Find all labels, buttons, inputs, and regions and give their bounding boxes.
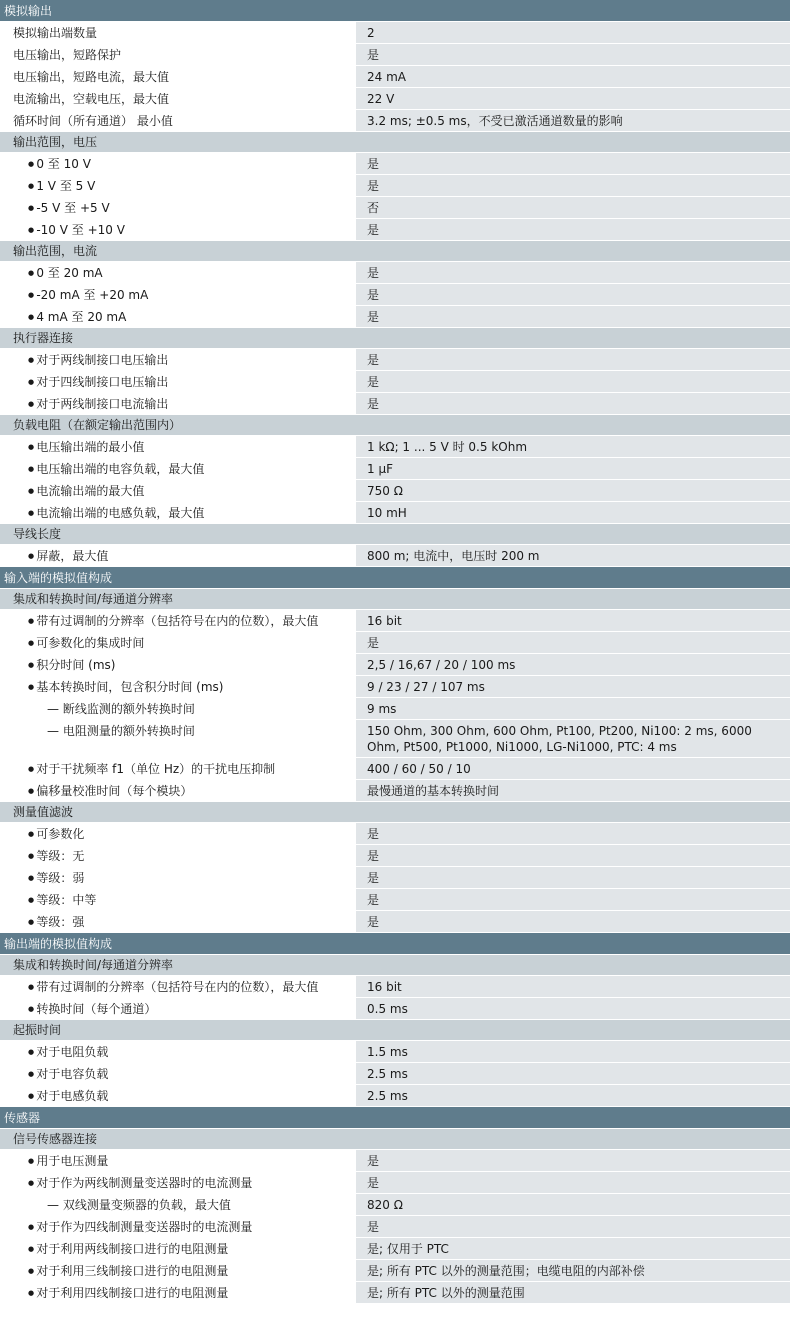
spec-row	[0, 480, 790, 502]
spec-row	[0, 911, 790, 933]
spec-row	[0, 153, 790, 175]
spec-label: ● 电流输出端的电感负载，最大值	[0, 502, 356, 523]
spec-row	[0, 976, 790, 998]
spec-row	[0, 284, 790, 306]
spec-label: ● 积分时间 (ms)	[0, 654, 356, 675]
spec-value: 是	[356, 284, 790, 305]
spec-label: 电压输出，短路保护	[0, 44, 356, 65]
spec-label: ● 电流输出端的最大值	[0, 480, 356, 501]
group-header: 输出范围，电压	[0, 132, 790, 153]
spec-row	[0, 823, 790, 845]
spec-value: 是	[356, 44, 790, 65]
spec-value: 22 V	[356, 88, 790, 109]
spec-row	[0, 197, 790, 219]
spec-label: ● 4 mA 至 20 mA	[0, 306, 356, 327]
spec-row	[0, 676, 790, 698]
spec-row	[0, 1260, 790, 1282]
spec-value: 是	[356, 349, 790, 370]
spec-value: 400 / 60 / 50 / 10	[356, 758, 790, 779]
spec-label: ● 对于利用两线制接口进行的电阻测量	[0, 1238, 356, 1259]
spec-label: 电流输出，空载电压，最大值	[0, 88, 356, 109]
spec-row	[0, 998, 790, 1020]
spec-value: 1.5 ms	[356, 1041, 790, 1062]
section-header: 输入端的模拟值构成	[0, 567, 790, 589]
section-header: 传感器	[0, 1107, 790, 1129]
spec-row	[0, 720, 790, 758]
spec-label: ● 等级：无	[0, 845, 356, 866]
spec-value: 是	[356, 1172, 790, 1193]
spec-value: 是	[356, 889, 790, 910]
spec-label: ● 基本转换时间，包含积分时间 (ms)	[0, 676, 356, 697]
spec-label: ● 屏蔽，最大值	[0, 545, 356, 566]
spec-label: ● 偏移量校准时间（每个模块）	[0, 780, 356, 801]
spec-row	[0, 349, 790, 371]
spec-value: 是; 所有 PTC 以外的测量范围	[356, 1282, 790, 1303]
spec-label: ● 带有过调制的分辨率（包括符号在内的位数），最大值	[0, 610, 356, 631]
spec-label: ● 对于电容负载	[0, 1063, 356, 1084]
spec-row	[0, 219, 790, 241]
spec-row	[0, 758, 790, 780]
spec-row	[0, 436, 790, 458]
spec-value: 是	[356, 823, 790, 844]
spec-value: 2,5 / 16,67 / 20 / 100 ms	[356, 654, 790, 675]
spec-row	[0, 867, 790, 889]
spec-row	[0, 458, 790, 480]
group-header: 导线长度	[0, 524, 790, 545]
spec-row	[0, 306, 790, 328]
spec-label: ● 对于干扰频率 f1（单位 Hz）的干扰电压抑制	[0, 758, 356, 779]
spec-label: 电压输出，短路电流，最大值	[0, 66, 356, 87]
spec-label: ● 可参数化的集成时间	[0, 632, 356, 653]
spec-label: ● 1 V 至 5 V	[0, 175, 356, 196]
spec-label: ● 等级：强	[0, 911, 356, 932]
spec-label: — 电阻测量的额外转换时间	[0, 720, 356, 757]
spec-value: 是	[356, 153, 790, 174]
spec-value: 9 / 23 / 27 / 107 ms	[356, 676, 790, 697]
spec-label: 模拟输出端数量	[0, 22, 356, 43]
spec-value: 是	[356, 632, 790, 653]
spec-value: 1 μF	[356, 458, 790, 479]
spec-row	[0, 1194, 790, 1216]
spec-label: ● -20 mA 至 +20 mA	[0, 284, 356, 305]
spec-label: ● 对于两线制接口电压输出	[0, 349, 356, 370]
spec-value: 是	[356, 867, 790, 888]
group-header: 集成和转换时间/每通道分辨率	[0, 589, 790, 610]
spec-label: — 双线测量变频器的负载，最大值	[0, 1194, 356, 1215]
spec-row	[0, 1216, 790, 1238]
spec-value: 是	[356, 845, 790, 866]
spec-value: 150 Ohm, 300 Ohm, 600 Ohm, Pt100, Pt200, Ni100: 2 ms, 6000 Ohm, Pt500, Pt1000, Ni1000, LG-Ni1000, PTC: 4 ms	[356, 720, 790, 757]
spec-row	[0, 889, 790, 911]
spec-label: ● 对于两线制接口电流输出	[0, 393, 356, 414]
spec-value: 是	[356, 1150, 790, 1171]
group-header: 测量值滤波	[0, 802, 790, 823]
spec-label: ● -10 V 至 +10 V	[0, 219, 356, 240]
spec-row	[0, 545, 790, 567]
spec-value: 3.2 ms; ±0.5 ms，不受已激活通道数量的影响	[356, 110, 790, 131]
spec-row	[0, 1282, 790, 1304]
spec-label: ● 对于电感负载	[0, 1085, 356, 1106]
spec-row	[0, 44, 790, 66]
spec-row	[0, 654, 790, 676]
spec-value: 2	[356, 22, 790, 43]
spec-value: 否	[356, 197, 790, 218]
spec-row	[0, 1041, 790, 1063]
spec-value: 1 kΩ; 1 ... 5 V 时 0.5 kOhm	[356, 436, 790, 457]
spec-value: 最慢通道的基本转换时间	[356, 780, 790, 801]
spec-row	[0, 66, 790, 88]
spec-value: 750 Ω	[356, 480, 790, 501]
spec-value: 2.5 ms	[356, 1085, 790, 1106]
spec-row	[0, 1063, 790, 1085]
group-header: 信号传感器连接	[0, 1129, 790, 1150]
spec-row	[0, 175, 790, 197]
spec-row	[0, 845, 790, 867]
spec-row	[0, 698, 790, 720]
section-header: 输出端的模拟值构成	[0, 933, 790, 955]
spec-row	[0, 110, 790, 132]
spec-row	[0, 502, 790, 524]
spec-value: 是	[356, 262, 790, 283]
group-header: 起振时间	[0, 1020, 790, 1041]
spec-label: ● 等级：中等	[0, 889, 356, 910]
group-header: 执行器连接	[0, 328, 790, 349]
spec-row	[0, 1238, 790, 1260]
spec-value: 是	[356, 219, 790, 240]
spec-row	[0, 1172, 790, 1194]
spec-label: ● 对于作为两线制测量变送器时的电流测量	[0, 1172, 356, 1193]
spec-label: ● 0 至 20 mA	[0, 262, 356, 283]
spec-row	[0, 780, 790, 802]
spec-value: 是; 仅用于 PTC	[356, 1238, 790, 1259]
spec-label: ● 对于电阻负载	[0, 1041, 356, 1062]
spec-value: 10 mH	[356, 502, 790, 523]
spec-value: 是	[356, 911, 790, 932]
spec-label: ● 对于利用三线制接口进行的电阻测量	[0, 1260, 356, 1281]
spec-value: 是	[356, 175, 790, 196]
group-header: 集成和转换时间/每通道分辨率	[0, 955, 790, 976]
spec-value: 是	[356, 371, 790, 392]
spec-value: 16 bit	[356, 976, 790, 997]
spec-value: 9 ms	[356, 698, 790, 719]
spec-label: ● 电压输出端的电容负载，最大值	[0, 458, 356, 479]
spec-label: — 断线监测的额外转换时间	[0, 698, 356, 719]
spec-label: ● 等级：弱	[0, 867, 356, 888]
spec-row	[0, 610, 790, 632]
spec-value: 2.5 ms	[356, 1063, 790, 1084]
spec-value: 是	[356, 1216, 790, 1237]
spec-label: ● 对于四线制接口电压输出	[0, 371, 356, 392]
spec-label: ● 转换时间（每个通道）	[0, 998, 356, 1019]
spec-row	[0, 1150, 790, 1172]
spec-value: 820 Ω	[356, 1194, 790, 1215]
spec-value: 0.5 ms	[356, 998, 790, 1019]
spec-value: 是	[356, 306, 790, 327]
spec-label: ● 0 至 10 V	[0, 153, 356, 174]
spec-row	[0, 1085, 790, 1107]
spec-row	[0, 371, 790, 393]
spec-value: 800 m; 电流中，电压时 200 m	[356, 545, 790, 566]
spec-row	[0, 632, 790, 654]
group-header: 输出范围，电流	[0, 241, 790, 262]
spec-label: ● 对于利用四线制接口进行的电阻测量	[0, 1282, 356, 1303]
spec-value: 24 mA	[356, 66, 790, 87]
group-header: 负载电阻（在额定输出范围内）	[0, 415, 790, 436]
spec-label: ● 电压输出端的最小值	[0, 436, 356, 457]
spec-value: 是; 所有 PTC 以外的测量范围；电缆电阻的内部补偿	[356, 1260, 790, 1281]
spec-label: ● 对于作为四线制测量变送器时的电流测量	[0, 1216, 356, 1237]
section-header: 模拟输出	[0, 0, 790, 22]
spec-row	[0, 393, 790, 415]
spec-label: ● 可参数化	[0, 823, 356, 844]
spec-label: ● -5 V 至 +5 V	[0, 197, 356, 218]
spec-row	[0, 88, 790, 110]
spec-label: ● 用于电压测量	[0, 1150, 356, 1171]
spec-label: ● 带有过调制的分辨率（包括符号在内的位数），最大值	[0, 976, 356, 997]
spec-label: 循环时间（所有通道） 最小值	[0, 110, 356, 131]
spec-value: 是	[356, 393, 790, 414]
spec-value: 16 bit	[356, 610, 790, 631]
spec-row	[0, 22, 790, 44]
spec-row	[0, 262, 790, 284]
